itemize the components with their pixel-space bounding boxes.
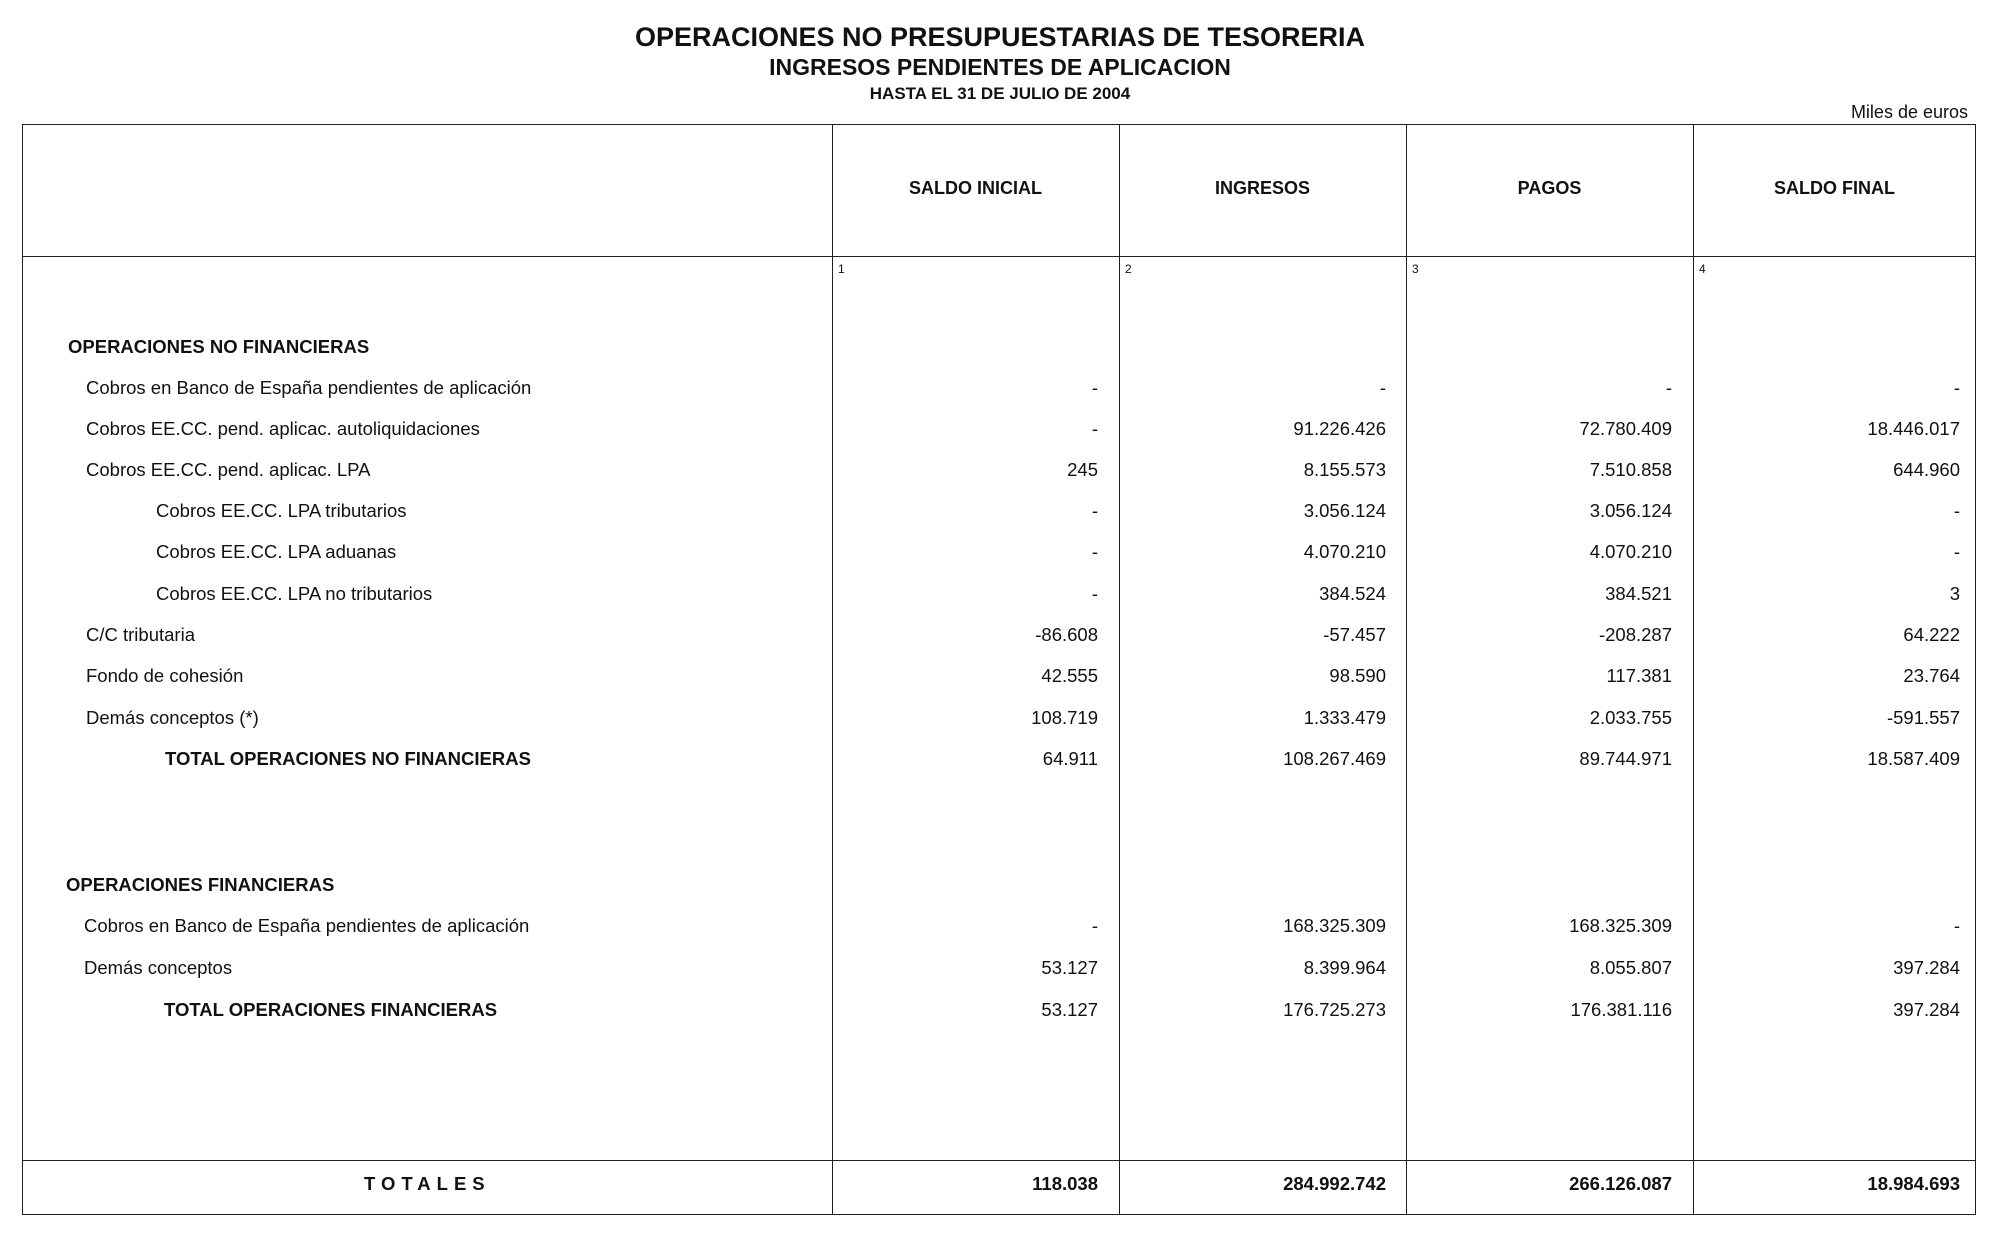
- cell-saldo-inicial: 118.038: [1032, 1173, 1098, 1194]
- column-header-pagos: PAGOS: [1517, 178, 1582, 198]
- cell-ingresos: 168.325.309: [1283, 915, 1386, 936]
- cell-saldo-final: -: [1953, 500, 1960, 521]
- row-label: Demás conceptos: [84, 957, 233, 978]
- column-header-saldo-inicial: SALDO INICIAL: [909, 178, 1042, 198]
- table-row: [0, 583, 2000, 613]
- page-title: OPERACIONES NO PRESUPUESTARIAS DE TESORERIA: [634, 22, 1366, 52]
- cell-pagos: 168.325.309: [1569, 915, 1672, 936]
- cell-saldo-inicial: -: [1091, 583, 1098, 604]
- cell-saldo-inicial: 42.555: [1041, 665, 1098, 686]
- cell-pagos: 266.126.087: [1569, 1173, 1672, 1194]
- header-divider: [22, 256, 1976, 257]
- row-label: TOTAL OPERACIONES NO FINANCIERAS: [165, 748, 531, 769]
- cell-pagos: -: [1665, 377, 1672, 398]
- table-row: [0, 624, 2000, 654]
- cell-saldo-inicial: -: [1091, 418, 1098, 439]
- table-row: [0, 377, 2000, 407]
- cell-ingresos: 8.399.964: [1303, 957, 1386, 978]
- cell-ingresos: 284.992.742: [1283, 1173, 1386, 1194]
- table-row: [0, 418, 2000, 448]
- section-header-financieras: [0, 874, 2000, 904]
- cell-saldo-inicial: -: [1091, 500, 1098, 521]
- row-label: OPERACIONES NO FINANCIERAS: [68, 336, 370, 357]
- row-label: TOTAL OPERACIONES FINANCIERAS: [164, 999, 498, 1020]
- table-row: [0, 707, 2000, 737]
- cell-saldo-final: -: [1953, 541, 1960, 562]
- cell-ingresos: -: [1379, 377, 1386, 398]
- date-line: HASTA EL 31 DE JULIO DE 2004: [869, 84, 1131, 103]
- column-number: 1: [838, 262, 845, 276]
- cell-pagos: 117.381: [1606, 665, 1672, 686]
- cell-ingresos: 384.524: [1319, 583, 1386, 604]
- cell-pagos: 3.056.124: [1589, 500, 1672, 521]
- table-row: [0, 459, 2000, 489]
- table-row: [0, 915, 2000, 945]
- cell-pagos: 8.055.807: [1589, 957, 1672, 978]
- cell-pagos: 4.070.210: [1589, 541, 1672, 562]
- page-subtitle: INGRESOS PENDIENTES DE APLICACION: [769, 54, 1231, 80]
- cell-ingresos: -57.457: [1323, 624, 1386, 645]
- cell-saldo-inicial: -: [1091, 377, 1098, 398]
- row-label: Fondo de cohesión: [86, 665, 244, 686]
- cell-saldo-inicial: -: [1091, 541, 1098, 562]
- row-label: Cobros en Banco de España pendientes de aplicación: [86, 377, 532, 398]
- row-label: Cobros EE.CC. LPA tributarios: [156, 500, 407, 521]
- grand-total-row: [0, 1173, 2000, 1203]
- table-row: [0, 541, 2000, 571]
- column-header-saldo-final: SALDO FINAL: [1774, 178, 1895, 198]
- total-row-financieras: [0, 999, 2000, 1029]
- cell-pagos: 72.780.409: [1579, 418, 1672, 439]
- cell-ingresos: 1.333.479: [1303, 707, 1386, 728]
- cell-saldo-inicial: 53.127: [1041, 999, 1098, 1020]
- column-number: 4: [1699, 262, 1706, 276]
- cell-ingresos: 8.155.573: [1303, 459, 1386, 480]
- cell-saldo-final: 18.984.693: [1867, 1173, 1960, 1194]
- cell-saldo-inicial: 53.127: [1041, 957, 1098, 978]
- cell-saldo-final: 23.764: [1903, 665, 1960, 686]
- cell-pagos: -208.287: [1598, 624, 1672, 645]
- cell-saldo-final: -: [1953, 915, 1960, 936]
- cell-saldo-final: -: [1953, 377, 1960, 398]
- total-row-no-financieras: [0, 748, 2000, 778]
- totals-label: TOTALES: [364, 1173, 491, 1194]
- row-label: Demás conceptos (*): [86, 707, 259, 728]
- column-number: 3: [1412, 262, 1419, 276]
- cell-saldo-final: 644.960: [1893, 459, 1960, 480]
- cell-saldo-final: 397.284: [1893, 999, 1960, 1020]
- row-label: OPERACIONES FINANCIERAS: [66, 874, 335, 895]
- cell-ingresos: 176.725.273: [1283, 999, 1386, 1020]
- cell-saldo-final: 18.446.017: [1867, 418, 1960, 439]
- table-row: [0, 500, 2000, 530]
- cell-saldo-final: 64.222: [1903, 624, 1960, 645]
- row-label: Cobros EE.CC. LPA aduanas: [156, 541, 397, 562]
- cell-saldo-inicial: -: [1091, 915, 1098, 936]
- cell-saldo-final: -591.557: [1886, 707, 1960, 728]
- cell-saldo-inicial: 64.911: [1042, 748, 1098, 769]
- cell-pagos: 7.510.858: [1589, 459, 1672, 480]
- cell-ingresos: 108.267.469: [1283, 748, 1386, 769]
- cell-ingresos: 91.226.426: [1293, 418, 1386, 439]
- table-row: [0, 957, 2000, 987]
- column-header-ingresos: INGRESOS: [1214, 178, 1311, 198]
- column-number: 2: [1125, 262, 1132, 276]
- row-label: C/C tributaria: [86, 624, 195, 645]
- cell-saldo-inicial: 108.719: [1031, 707, 1098, 728]
- units-label: Miles de euros: [1850, 102, 1968, 122]
- row-label: Cobros en Banco de España pendientes de aplicación: [84, 915, 530, 936]
- table-row: [0, 665, 2000, 695]
- cell-pagos: 2.033.755: [1589, 707, 1672, 728]
- cell-pagos: 384.521: [1605, 583, 1672, 604]
- totals-divider: [22, 1160, 1976, 1161]
- cell-pagos: 89.744.971: [1579, 748, 1672, 769]
- cell-ingresos: 3.056.124: [1303, 500, 1386, 521]
- cell-saldo-inicial: 245: [1067, 459, 1098, 480]
- cell-saldo-final: 3: [1949, 583, 1960, 604]
- cell-saldo-inicial: -86.608: [1035, 624, 1098, 645]
- row-label: Cobros EE.CC. pend. aplicac. autoliquidaciones: [86, 418, 480, 439]
- cell-saldo-final: 18.587.409: [1867, 748, 1960, 769]
- row-label: Cobros EE.CC. pend. aplicac. LPA: [86, 459, 371, 480]
- cell-pagos: 176.381.116: [1570, 999, 1672, 1020]
- cell-saldo-final: 397.284: [1893, 957, 1960, 978]
- section-header-no-financieras: [0, 336, 2000, 366]
- cell-ingresos: 4.070.210: [1303, 541, 1386, 562]
- row-label: Cobros EE.CC. LPA no tributarios: [156, 583, 433, 604]
- cell-ingresos: 98.590: [1329, 665, 1386, 686]
